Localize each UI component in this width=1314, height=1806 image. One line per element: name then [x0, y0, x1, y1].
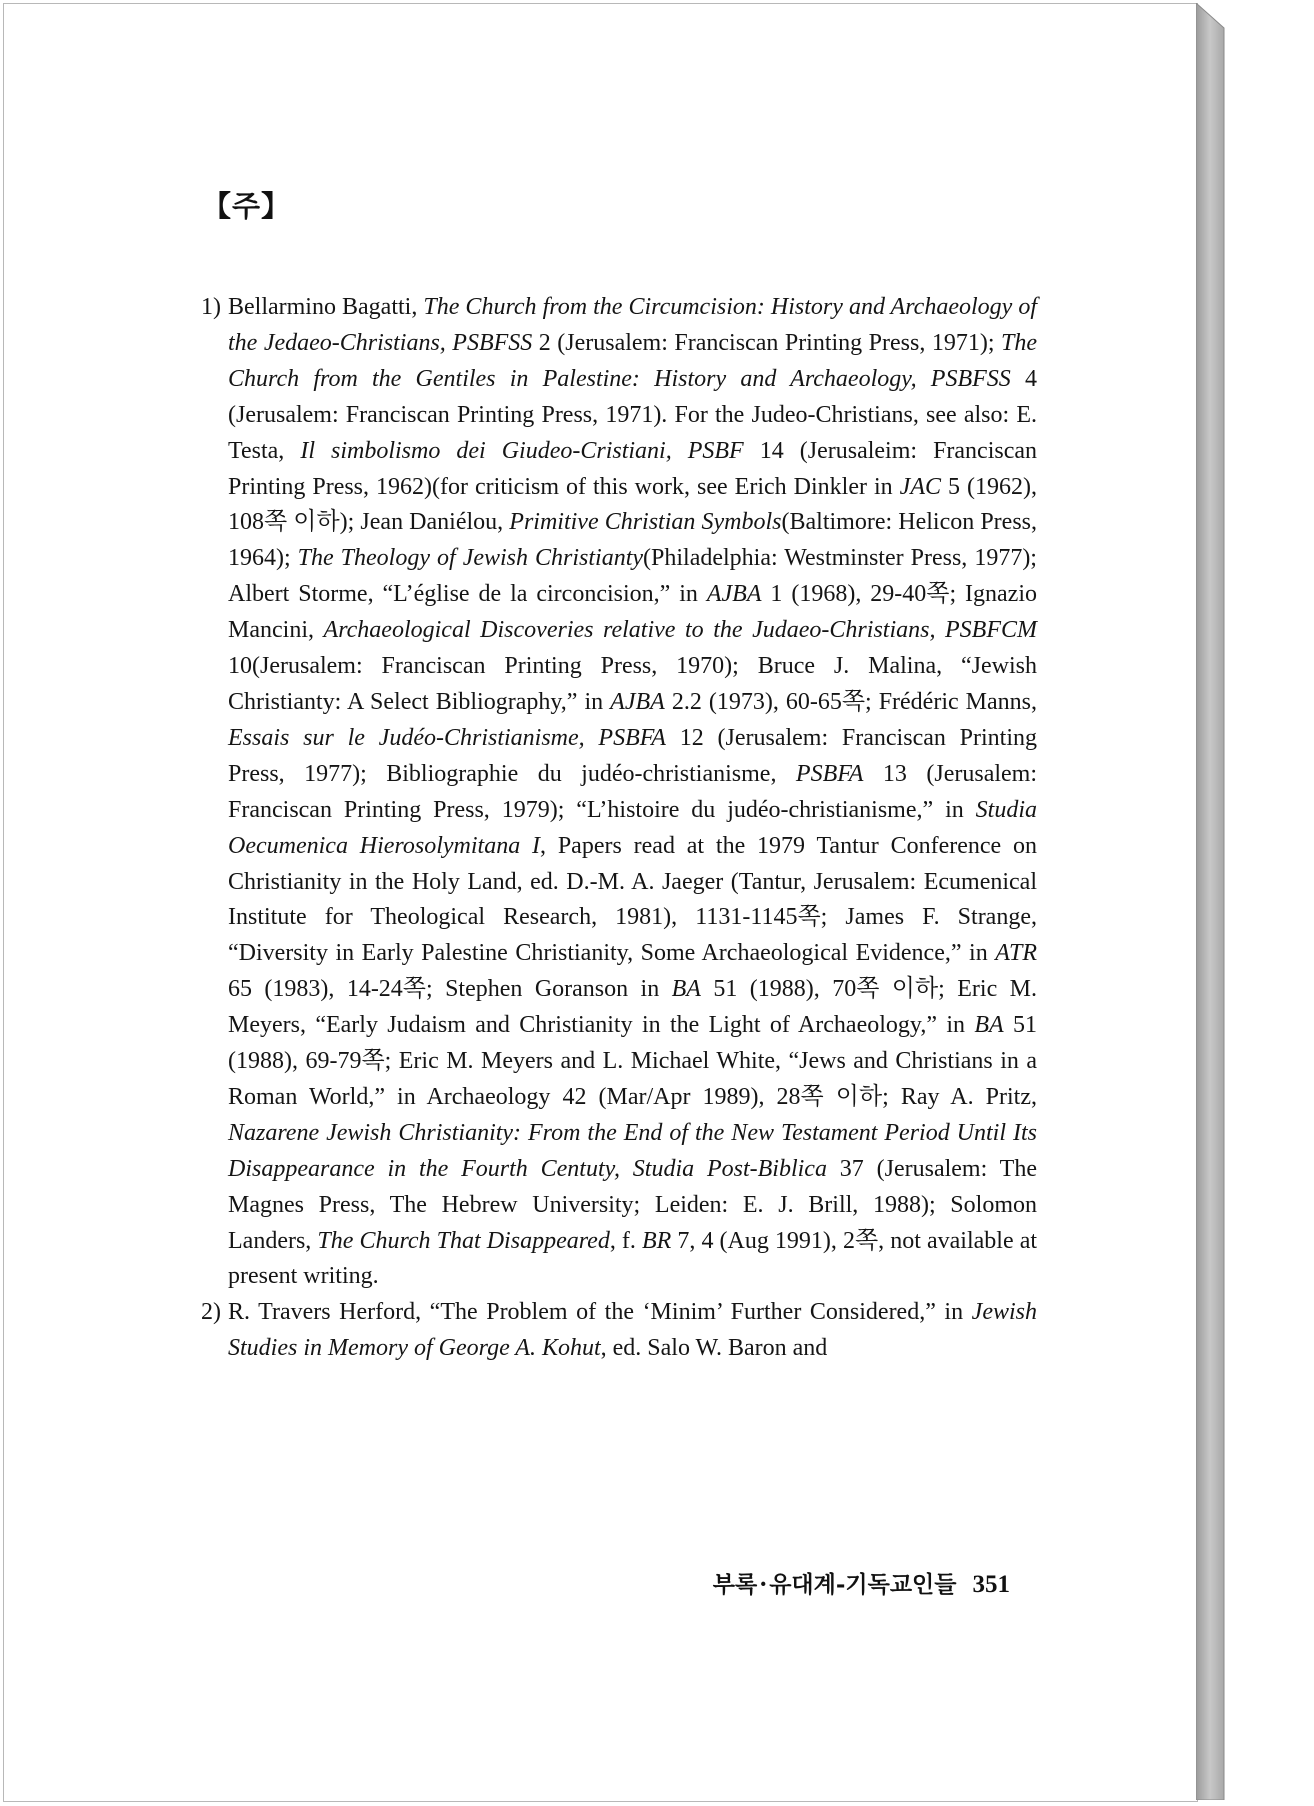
note-text: 65 (1983), 14-24쪽; Stephen Goranson in: [228, 976, 672, 1003]
notes-heading: 【주】: [202, 189, 292, 223]
page-edge-shadow: [1196, 3, 1226, 1800]
italic-title: BR: [641, 1227, 672, 1254]
note-text: (Baltimore: Helicon Press, 1964);: [228, 509, 1037, 572]
footer-section: 부록: [712, 1571, 758, 1598]
note-text: 2 (Jerusalem: Franciscan Printing Press, 1971);: [532, 329, 1002, 356]
note-text: 10(Jerusalem: Franciscan Printing Press, 1970); Bruce J. Malina, “Jewish Christianty: A Select Bibliography,” in: [228, 653, 1037, 715]
italic-title: PSBFA: [795, 760, 864, 787]
italic-title: AJBA: [610, 688, 665, 715]
footnote-number: 2): [201, 1299, 221, 1326]
italic-title: BA: [974, 1012, 1004, 1039]
note-text: 14 (Jerusaleim: Franciscan Printing Press, 1962)(for criticism of this work, see Erich Dinkler in: [228, 437, 1038, 500]
note-text: 2.2 (1973), 60-65쪽; Frédéric Manns,: [664, 688, 1037, 715]
footer-title: 유대계-기독교인들: [769, 1571, 957, 1598]
footnote-number: 1): [201, 294, 221, 320]
italic-title: Il simbolismo dei Giudeo-Cristiani, PSBF: [300, 437, 744, 464]
note-text: , f.: [609, 1227, 642, 1254]
italic-title: AJBA: [706, 581, 762, 608]
note-text: Bellarmino Bagatti,: [228, 294, 424, 320]
italic-title: ATR: [995, 940, 1037, 967]
note-text: 51 (1988), 70쪽 이하; Eric M. Meyers, “Early Judaism and Christianity in the Light of Archaeology,” in: [228, 976, 1037, 1039]
note-text: 12 (Jerusalem: Franciscan Printing Press, 1977); Bibliographie du judéo-christianisme,: [228, 724, 1037, 787]
note-text: 13 (Jerusalem: Franciscan Printing Press, 1979); “L’histoire du judéo-christianisme,” in: [228, 760, 1038, 823]
footnote-body: [228, 290, 1037, 1295]
note-text: , Papers read at the 1979 Tantur Conference on Christianity in the Holy Land, ed. D.-M. A. Jaeger (Tantur, Jerusalem: Ecumenical Institute for Theological Research, 1981), 1131-1145쪽; James F. Strange, “Diversity in Early Palestine Christianity, Some Archaeological Evidence,” in: [228, 832, 1037, 967]
note-text: 51 (1988), 69-79쪽; Eric M. Meyers and L. Michael White, “Jews and Christians in a Roman World,” in Archaeology 42 (Mar/Apr 1989), 28쪽 이하; Ray A. Pritz,: [228, 1012, 1037, 1110]
italic-title: The Church from the Circumcision: History and Archaeology of the Jedaeo-Christians, PSBFSS: [228, 294, 1038, 356]
italic-title: Archaeological Discoveries relative to the Judaeo-Christians, PSBFCM: [323, 617, 1037, 644]
note-text: 4 (Jerusalem: Franciscan Printing Press, 1971). For the Judeo-Christians, see also: E. Testa,: [228, 365, 1038, 464]
italic-title: JAC: [899, 473, 941, 500]
note-text: 7, 4 (Aug 1991), 2쪽, not available at present writing.: [228, 1227, 1038, 1290]
italic-title: Primitive Christian Symbols: [509, 509, 782, 536]
italic-title: Essais sur le Judéo-Christianisme, PSBFA: [228, 724, 666, 751]
note-text: 5 (1962), 108쪽 이하); Jean Daniélou,: [228, 473, 1038, 536]
italic-title: BA: [671, 976, 701, 1003]
footnotes-list: [201, 290, 1037, 1367]
footnote-2: [201, 1295, 1037, 1367]
footer-separator: ·: [759, 1571, 768, 1598]
note-text: (Philadelphia: Westminster Press, 1977); Albert Storme, “L’église de la circoncision,” in: [228, 545, 1037, 608]
note-text: , ed. Salo W. Baron and: [600, 1335, 828, 1362]
italic-title: The Theology of Jewish Christianty: [297, 545, 644, 572]
note-text: 37 (Jerusalem: The Magnes Press, The Hebrew University; Leiden: E. J. Brill, 1988); Solomon Landers,: [228, 1155, 1037, 1254]
note-text: R. Travers Herford, “The Problem of the ‘Minim’ Further Considered,” in: [228, 1299, 972, 1326]
italic-title: Nazarene Jewish Christianity: From the End of the New Testament Period Until Its Disappearance in the Fourth Centuty, Studia Post-Biblica: [228, 1119, 1037, 1182]
italic-title: The Church from the Gentiles in Palestine: History and Archaeology, PSBFSS: [228, 329, 1038, 392]
page-number: 351: [972, 1571, 1010, 1598]
footnote-1: [201, 290, 1037, 1295]
note-text: 1 (1968), 29-40쪽; Ignazio Mancini,: [228, 581, 1038, 644]
footnote-body: [228, 1295, 1037, 1367]
italic-title: Jewish Studies in Memory of George A. Kohut: [228, 1299, 1037, 1362]
running-footer: [0, 1566, 1010, 1599]
page-edge-graphic: [1196, 3, 1226, 1800]
italic-title: Studia Oecumenica Hierosolymitana I: [228, 796, 1037, 859]
italic-title: The Church That Disappeared: [317, 1227, 610, 1254]
